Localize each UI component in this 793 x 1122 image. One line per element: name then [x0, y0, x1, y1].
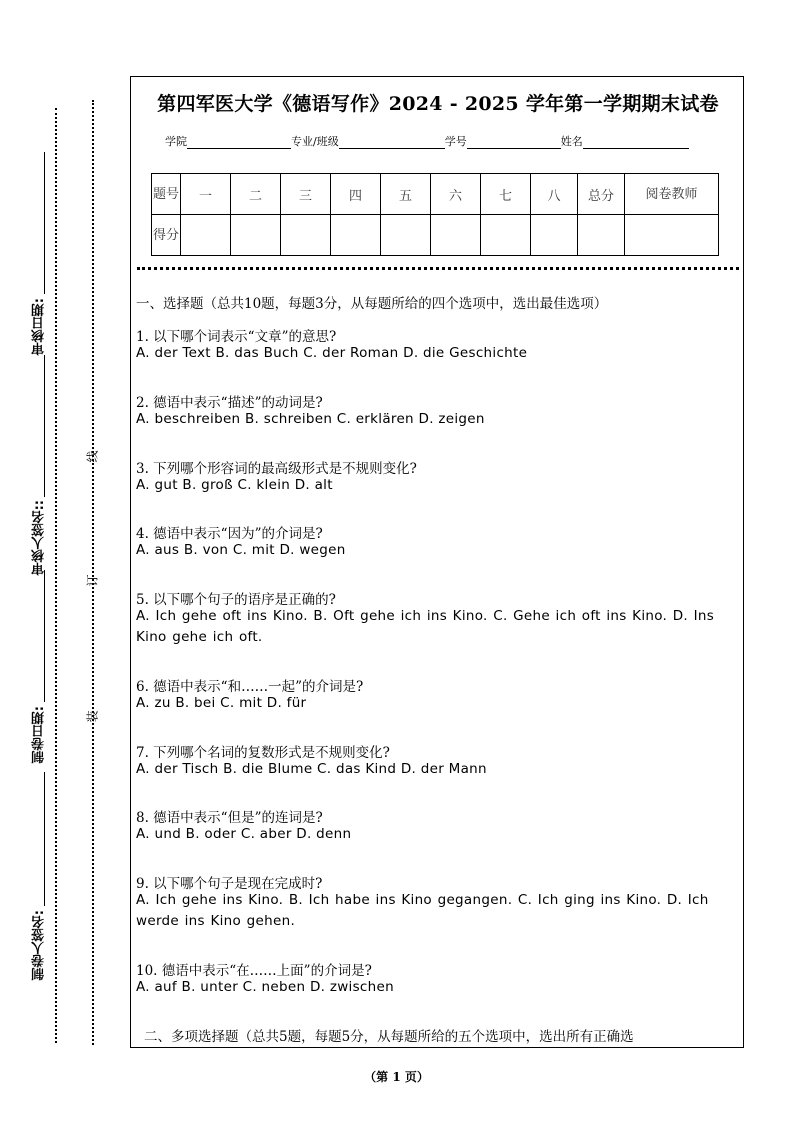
question-options: A. der Text B. das Buch C. der Roman D. die Geschichte	[136, 345, 528, 361]
question-options: A. gut B. groß C. klein D. alt	[136, 477, 333, 493]
make-date-label: 制卷日期:	[32, 706, 47, 764]
question-options: A. beschreiben B. schreiben C. erklären D. zeigen	[136, 411, 485, 427]
header-cell-label: 题号	[152, 174, 181, 215]
exam-title: 第四军医大学《德语写作》2024 - 2025 学年第一学期期末试卷	[157, 93, 719, 115]
score-cell[interactable]	[625, 215, 719, 256]
score-cell[interactable]	[231, 215, 281, 256]
score-table-header-row	[152, 174, 719, 215]
question-options: A. zu B. bei C. mit D. für	[136, 695, 307, 711]
header-cell-7: 七	[481, 174, 531, 215]
header-cell-1: 一	[181, 174, 231, 215]
separator-dotted-line	[137, 267, 739, 270]
binding-dotted-line-inner	[92, 100, 94, 1045]
binding-char-line: 线	[85, 450, 100, 463]
score-cell[interactable]	[281, 215, 331, 256]
binding-char-bind: 装	[85, 710, 100, 723]
score-cell[interactable]	[431, 215, 481, 256]
question-text: 4. 德语中表示“因为”的介词是?	[136, 526, 323, 542]
question-text: 7. 下列哪个名词的复数形式是不规则变化?	[136, 745, 390, 761]
approve-date-line	[44, 152, 45, 294]
score-cell[interactable]	[578, 215, 625, 256]
question-options: A. auf B. unter C. neben D. zwischen	[136, 979, 394, 995]
question-options: A. und B. oder C. aber D. denn	[136, 826, 352, 842]
score-cell[interactable]	[381, 215, 431, 256]
make-date-line	[44, 570, 45, 702]
score-row-label: 得分	[152, 215, 181, 256]
major-class-label: 专业/班级	[291, 135, 339, 148]
header-cell-grader: 阅卷教师	[625, 174, 719, 215]
page-number: （第 1 页）	[364, 1070, 429, 1084]
question-options: A. der Tisch B. die Blume C. das Kind D. der Mann	[136, 761, 487, 777]
header-cell-3: 三	[281, 174, 331, 215]
maker-sign-label: 制卷人签名:	[32, 910, 47, 981]
question-text: 1. 以下哪个词表示“文章”的意思?	[136, 329, 337, 345]
header-cell-4: 四	[331, 174, 381, 215]
header-cell-total: 总分	[578, 174, 625, 215]
question-text: 2. 德语中表示“描述”的动词是?	[136, 395, 323, 411]
header-cell-6: 六	[431, 174, 481, 215]
college-field[interactable]	[187, 136, 291, 149]
approver-sign-label: 审核人签名::	[32, 500, 47, 576]
approver-sign-line	[44, 355, 45, 497]
question-text: 9. 以下哪个句子是现在完成时?	[136, 876, 323, 892]
header-cell-8: 八	[531, 174, 578, 215]
score-cell[interactable]	[531, 215, 578, 256]
student-info-row	[165, 133, 689, 149]
score-cell[interactable]	[481, 215, 531, 256]
score-table-score-row	[152, 215, 719, 256]
college-label: 学院	[165, 135, 187, 148]
binding-char-order: 订	[85, 574, 100, 587]
name-field[interactable]	[583, 136, 689, 149]
header-cell-2: 二	[231, 174, 281, 215]
question-text: 6. 德语中表示“和……一起”的介词是?	[136, 679, 364, 695]
section1-heading: 一、选择题（总共10题，每题3分，从每题所给的四个选项中，选出最佳选项）	[136, 296, 608, 312]
question-text: 5. 以下哪个句子的语序是正确的?	[136, 592, 336, 608]
maker-sign-line	[44, 772, 45, 906]
score-cell[interactable]	[331, 215, 381, 256]
header-cell-5: 五	[381, 174, 431, 215]
question-text: 10. 德语中表示“在……上面”的介词是?	[136, 963, 372, 979]
section2-heading: 二、多项选择题（总共5题，每题5分，从每题所给的五个选项中，选出所有正确选	[144, 1029, 634, 1045]
question-text: 8. 德语中表示“但是”的连词是?	[136, 810, 323, 826]
exam-frame	[130, 76, 744, 1048]
score-table	[151, 173, 719, 256]
question-options: A. Ich gehe ins Kino. B. Ich habe ins Kino gegangen. C. Ich ging ins Kino. D. Ich werde ins Kino gehen.	[136, 892, 709, 929]
question-text: 3. 下列哪个形容词的最高级形式是不规则变化?	[136, 461, 417, 477]
question-options: A. Ich gehe oft ins Kino. B. Oft gehe ich ins Kino. C. Gehe ich oft ins Kino. D. Ins Kino gehe ich oft.	[136, 608, 715, 645]
score-cell[interactable]	[181, 215, 231, 256]
binding-dotted-line-outer	[55, 108, 57, 1043]
approve-date-label: 审核日期:	[32, 298, 47, 356]
question-options: A. aus B. von C. mit D. wegen	[136, 542, 346, 558]
major-class-field[interactable]	[339, 136, 445, 149]
student-id-field[interactable]	[467, 136, 561, 149]
name-label: 姓名	[560, 135, 583, 148]
student-id-label: 学号	[444, 135, 467, 148]
